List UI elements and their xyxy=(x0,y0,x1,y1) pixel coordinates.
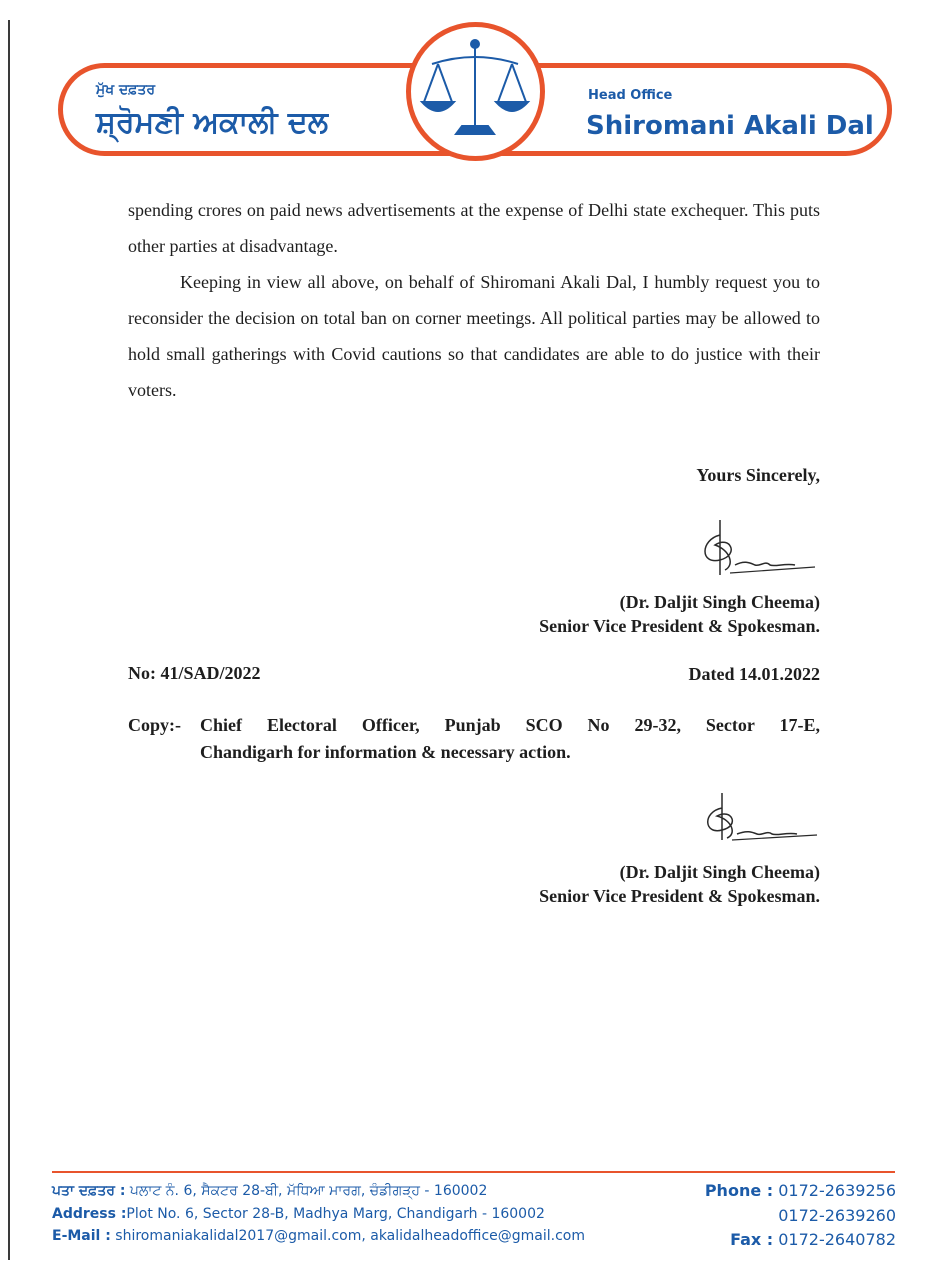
signature-image xyxy=(690,515,820,585)
reference-number: No: 41/SAD/2022 xyxy=(128,663,261,683)
punjabi-head-office-label: ਮੁੱਖ ਦਫ਼ਤਰ xyxy=(96,82,156,98)
party-name: Shiromani Akali Dal xyxy=(586,111,874,141)
footer-divider xyxy=(52,1171,895,1173)
fax-label: Fax : xyxy=(730,1230,774,1249)
footer-phone xyxy=(705,1181,896,1200)
copy-recipient-line-2: Chandigarh for information & necessary action. xyxy=(200,742,571,762)
signatory-title-2: Senior Vice President & Spokesman. xyxy=(539,886,820,906)
footer-email xyxy=(52,1228,585,1244)
paragraph-1: spending crores on paid news advertisements at the expense of Delhi state exchequer. This puts other parties at disadvantage. xyxy=(128,200,820,256)
signatory-name-2: (Dr. Daljit Singh Cheema) xyxy=(619,862,820,882)
punjabi-party-name: ਸ਼੍ਰੋਮਣੀ ਅਕਾਲੀ ਦਲ xyxy=(96,105,329,140)
head-office-label: Head Office xyxy=(588,88,673,103)
phone-number-1: 0172-2639256 xyxy=(773,1181,896,1200)
phone-number-2: 0172-2639260 xyxy=(778,1206,896,1225)
phone-label: Phone : xyxy=(704,1181,774,1200)
letter-date: Dated 14.01.2022 xyxy=(688,664,820,684)
scales-of-justice-icon xyxy=(414,30,537,153)
page-edge-line xyxy=(8,20,10,1260)
footer-address xyxy=(52,1206,545,1222)
paragraph-2: Keeping in view all above, on behalf of Shiromani Akali Dal, I humbly request you to reconsider the decision on total ban on corner meetings. All political parties may be allowed to hold small gatherings with Covid cautions so that candidates are able to do justice with their voters. xyxy=(128,272,820,400)
closing-salutation: Yours Sincerely, xyxy=(696,465,820,485)
signatory-name: (Dr. Daljit Singh Cheema) xyxy=(619,592,820,612)
email-text: shiromaniakalidal2017@gmail.com, akalidalheadoffice@gmail.com xyxy=(110,1228,585,1244)
copy-label: Copy:- xyxy=(128,715,181,735)
address-text: Plot No. 6, Sector 28-B, Madhya Marg, Chandigarh - 160002 xyxy=(126,1206,545,1222)
footer-punjabi-address xyxy=(52,1183,487,1199)
signatory-title: Senior Vice President & Spokesman. xyxy=(539,616,820,636)
address-label: Address : xyxy=(52,1206,127,1222)
signature-image-2 xyxy=(692,790,822,850)
fax-number: 0172-2640782 xyxy=(773,1230,896,1249)
footer-fax xyxy=(730,1230,896,1249)
punjabi-address-text: ਪਲਾਟ ਨੰ. 6, ਸੈਕਟਰ 28-ਬੀ, ਮੱਧਿਆ ਮਾਰਗ, ਚੰਡੀਗੜ੍ਹ - 160002 xyxy=(125,1183,488,1199)
copy-recipient-line-1: Chief Electoral Officer, Punjab SCO No 29-32, Sector 17-E, xyxy=(200,715,820,735)
email-label: E-Mail : xyxy=(52,1228,111,1244)
punjabi-address-label: ਪਤਾ ਦਫ਼ਤਰ : xyxy=(52,1183,126,1199)
